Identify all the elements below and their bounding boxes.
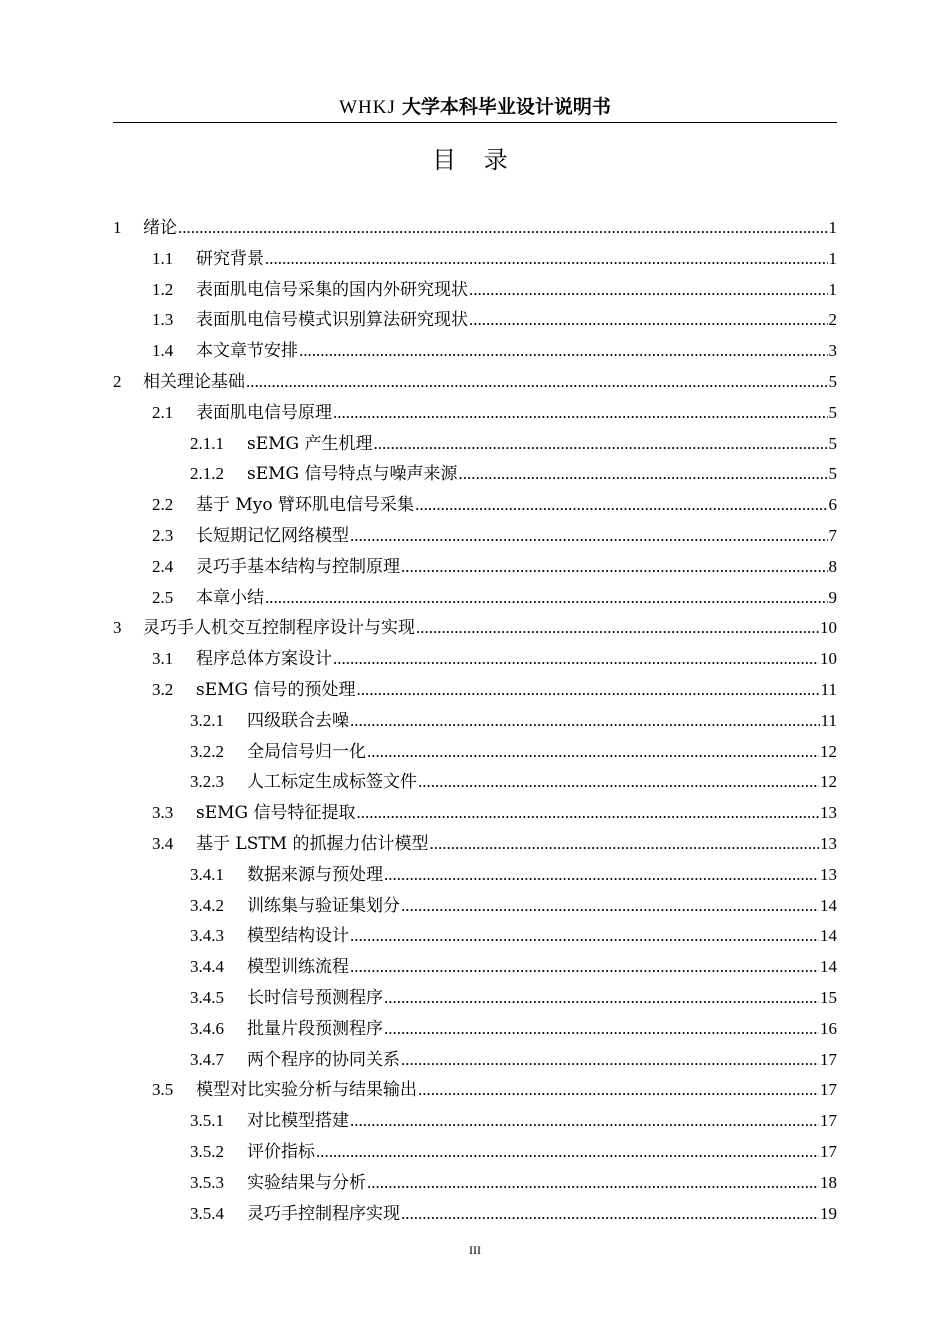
toc-leader-dots — [469, 275, 828, 305]
toc-entry-page: 13 — [820, 864, 837, 884]
toc-entry-number: 3 — [113, 618, 122, 638]
toc-entry-label: 批量片段预测程序 — [247, 1018, 383, 1039]
toc-entry[interactable] — [152, 798, 837, 828]
toc-leader-dots — [418, 1075, 819, 1105]
toc-entry-label: sEMG 信号特征提取 — [196, 803, 356, 824]
toc-leader-dots — [350, 952, 819, 982]
toc-leader-dots — [299, 336, 828, 366]
toc-entry-page: 17 — [820, 1142, 837, 1161]
toc-entry-page: 1 — [828, 248, 837, 268]
toc-entry-label: 训练集与验证集划分 — [247, 895, 400, 916]
toc-entry-label: 对比模型搭建 — [247, 1111, 349, 1132]
toc-leader-dots — [401, 891, 819, 921]
toc-entry-label: 模型对比实验分析与结果输出 — [196, 1080, 417, 1101]
toc-entry-page: 7 — [828, 526, 837, 545]
toc-entry-number: 3.4.3 — [190, 926, 224, 946]
toc-entry-number: 3.4 — [152, 834, 174, 853]
toc-entry[interactable] — [113, 613, 837, 643]
toc-entry-number: 3.1 — [152, 649, 174, 669]
toc-entry[interactable] — [190, 860, 837, 890]
toc-leader-dots — [401, 1199, 819, 1229]
toc-entry-label: 模型结构设计 — [247, 926, 349, 947]
toc-leader-dots — [265, 583, 828, 613]
toc-leader-dots — [350, 706, 820, 736]
toc-entry-label: 评价指标 — [247, 1142, 315, 1162]
toc-entry-label: 表面肌电信号模式识别算法研究现状 — [196, 310, 468, 331]
toc-entry-page: 9 — [828, 587, 837, 607]
toc-entry[interactable] — [152, 644, 837, 674]
toc-entry-number: 2 — [113, 372, 122, 391]
toc-entry[interactable] — [152, 398, 837, 428]
toc-entry-page: 12 — [820, 772, 837, 792]
toc-entry-number: 3.4.6 — [190, 1018, 224, 1038]
toc-leader-dots — [430, 829, 820, 859]
toc-entry-page: 1 — [828, 279, 837, 299]
toc-entry-number: 3.5.1 — [190, 1111, 224, 1131]
toc-entry-page: 3 — [828, 341, 837, 361]
toc-entry[interactable] — [190, 891, 837, 921]
toc-leader-dots — [265, 244, 828, 274]
toc-leader-dots — [384, 860, 819, 890]
toc-entry-label: 表面肌电信号原理 — [196, 402, 332, 423]
toc-entry[interactable] — [152, 583, 837, 613]
toc-entry-number: 3.4.1 — [190, 864, 224, 884]
toc-entry-number: 3.5 — [152, 1080, 174, 1100]
toc-leader-dots — [418, 767, 819, 797]
header-title: 大学本科毕业设计说明书 — [401, 96, 611, 118]
toc-entry-number: 3.5.4 — [190, 1203, 224, 1223]
toc-entry[interactable] — [190, 1014, 837, 1044]
toc-entry-number: 2.1.1 — [190, 433, 224, 453]
toc-entry-label: 灵巧手控制程序实现 — [247, 1203, 400, 1224]
toc-entry-number: 1.4 — [152, 341, 174, 361]
toc-entry-page: 10 — [820, 649, 837, 669]
toc-entry[interactable] — [190, 1045, 837, 1075]
toc-leader-dots — [367, 1168, 819, 1198]
toc-entry-label: 研究背景 — [196, 248, 264, 269]
toc-entry-label: sEMG 信号特点与噪声来源 — [247, 464, 458, 485]
toc-entry[interactable] — [190, 1106, 837, 1136]
toc-entry-page: 2 — [828, 310, 837, 330]
toc-entry-label: 全局信号归一化 — [247, 741, 366, 762]
toc-leader-dots — [415, 490, 827, 520]
toc-entry[interactable] — [152, 552, 837, 582]
toc-entry-label: 灵巧手人机交互控制程序设计与实现 — [143, 618, 415, 639]
toc-leader-dots — [350, 1106, 819, 1136]
toc-entry-page: 5 — [828, 464, 837, 484]
toc-entry[interactable] — [152, 1075, 837, 1105]
toc-entry-page: 17 — [820, 1049, 837, 1069]
toc-entry[interactable] — [190, 983, 837, 1013]
toc-leader-dots — [333, 644, 819, 674]
toc-entry-number: 3.4.5 — [190, 988, 224, 1007]
toc-entry-number: 3.5.3 — [190, 1172, 224, 1192]
toc-entry-number: 3.3 — [152, 803, 174, 823]
toc-entry[interactable] — [152, 675, 837, 705]
toc-entry-number: 1.2 — [152, 279, 174, 299]
page-number: III — [469, 1243, 481, 1257]
toc-entry-number: 3.4.7 — [190, 1049, 224, 1069]
toc-entry-number: 1.1 — [152, 248, 174, 268]
toc-entry-number: 2.1.2 — [190, 464, 224, 484]
toc-entry-page: 19 — [820, 1203, 837, 1223]
toc-entry-page: 13 — [820, 834, 837, 853]
toc-leader-dots — [374, 429, 828, 459]
toc-entry-label: 相关理论基础 — [143, 372, 245, 392]
toc-entry-label: 程序总体方案设计 — [196, 649, 332, 670]
toc-entry-label: 长时信号预测程序 — [247, 988, 383, 1008]
toc-entry-label: 表面肌电信号采集的国内外研究现状 — [196, 279, 468, 300]
toc-entry[interactable] — [190, 1137, 837, 1167]
toc-leader-dots — [459, 459, 828, 489]
toc-leader-dots — [401, 1045, 819, 1075]
toc-entry-number: 3.2.1 — [190, 710, 224, 730]
toc-entry-number: 3.2.2 — [190, 741, 224, 761]
toc-entry[interactable] — [152, 521, 837, 551]
toc-entry-label: sEMG 信号的预处理 — [196, 680, 356, 700]
toc-entry[interactable] — [113, 367, 837, 397]
toc-leader-dots — [357, 675, 820, 705]
toc-leader-dots — [350, 921, 819, 951]
toc-entry-label: 绪论 — [143, 218, 177, 238]
toc-leader-dots — [246, 367, 828, 397]
toc-entry[interactable] — [152, 275, 837, 305]
toc-entry-number: 2.4 — [152, 556, 174, 576]
toc-entry[interactable] — [152, 244, 837, 274]
toc-entry-label: 基于 LSTM 的抓握力估计模型 — [196, 834, 429, 854]
toc-entry-page: 5 — [828, 433, 837, 453]
toc-entry-number: 2.1 — [152, 402, 174, 422]
toc-entry[interactable] — [190, 1199, 837, 1229]
toc-entry-number: 2.3 — [152, 526, 174, 545]
toc-entry-page: 5 — [828, 402, 837, 422]
toc-entry[interactable] — [190, 459, 837, 489]
toc-entry[interactable] — [152, 336, 837, 366]
toc-entry-page: 15 — [820, 988, 837, 1007]
toc-entry-label: sEMG 产生机理 — [247, 433, 373, 454]
toc-entry-page: 18 — [820, 1172, 837, 1192]
toc-leader-dots — [350, 521, 828, 551]
toc-leader-dots — [333, 398, 828, 428]
toc-entry-page: 16 — [820, 1018, 837, 1038]
toc-entry[interactable] — [152, 490, 837, 520]
toc-entry[interactable] — [190, 429, 837, 459]
toc-entry-page: 10 — [820, 618, 837, 638]
toc-entry-number: 3.2 — [152, 680, 174, 699]
toc-entry-label: 实验结果与分析 — [247, 1172, 366, 1193]
toc-entry[interactable] — [113, 213, 837, 243]
toc-entry-page: 6 — [828, 495, 837, 515]
toc-entry[interactable] — [190, 767, 837, 797]
toc-entry-page: 12 — [820, 741, 837, 761]
toc-entry-label: 长短期记忆网络模型 — [196, 526, 349, 546]
running-header — [113, 92, 837, 122]
toc-entry-page: 17 — [820, 1111, 837, 1131]
toc-leader-dots — [367, 737, 819, 767]
header-rule — [113, 122, 837, 123]
toc-entry[interactable] — [190, 952, 837, 982]
toc-leader-dots — [316, 1137, 819, 1167]
toc-entry-label: 本章小结 — [196, 587, 264, 608]
toc-entry-number: 2.2 — [152, 495, 174, 515]
toc-entry-page: 14 — [820, 895, 837, 915]
toc-entry-page: 14 — [820, 957, 837, 977]
toc-entry-page: 5 — [828, 372, 837, 391]
toc-entry-label: 基于 Myo 臂环肌电信号采集 — [196, 495, 415, 516]
toc-entry[interactable] — [152, 829, 837, 859]
toc-leader-dots — [178, 213, 828, 243]
toc-entry-page: 11 — [820, 710, 837, 730]
header-latin: WHKJ — [339, 97, 396, 118]
toc-entry-number: 2.5 — [152, 587, 174, 607]
toc-entry-label: 灵巧手基本结构与控制原理 — [196, 556, 400, 577]
toc-entry-page: 14 — [820, 926, 837, 946]
toc-entry-number: 3.5.2 — [190, 1142, 224, 1161]
toc-entry[interactable] — [190, 1168, 837, 1198]
toc-entry[interactable] — [190, 921, 837, 951]
toc-entry-page: 13 — [820, 803, 837, 823]
toc-entry[interactable] — [190, 737, 837, 767]
toc-entry-number: 1 — [113, 218, 122, 237]
toc-entry-label: 本文章节安排 — [196, 341, 298, 362]
toc-entry-label: 数据来源与预处理 — [247, 864, 383, 885]
toc-entry-number: 3.4.2 — [190, 895, 224, 915]
toc-entry-label: 两个程序的协同关系 — [247, 1049, 400, 1070]
toc-entry-page: 17 — [820, 1080, 837, 1100]
toc-entry-number: 3.2.3 — [190, 772, 224, 792]
page-title: 目 录 — [432, 146, 518, 174]
toc-entry[interactable] — [152, 305, 837, 335]
toc-entry-page: 1 — [828, 218, 837, 237]
toc-entry-number: 3.4.4 — [190, 957, 224, 977]
toc-leader-dots — [384, 983, 819, 1013]
toc-entry-label: 人工标定生成标签文件 — [247, 772, 417, 793]
toc-leader-dots — [416, 613, 819, 643]
toc-leader-dots — [384, 1014, 819, 1044]
toc-entry-page: 8 — [828, 556, 837, 576]
toc-entry-label: 四级联合去噪 — [247, 710, 349, 731]
toc-entry-page: 11 — [820, 680, 837, 699]
toc-leader-dots — [469, 305, 828, 335]
toc-entry[interactable] — [190, 706, 837, 736]
toc-leader-dots — [401, 552, 828, 582]
toc-leader-dots — [357, 798, 819, 828]
toc-entry-number: 1.3 — [152, 310, 174, 330]
toc-entry-label: 模型训练流程 — [247, 957, 349, 978]
